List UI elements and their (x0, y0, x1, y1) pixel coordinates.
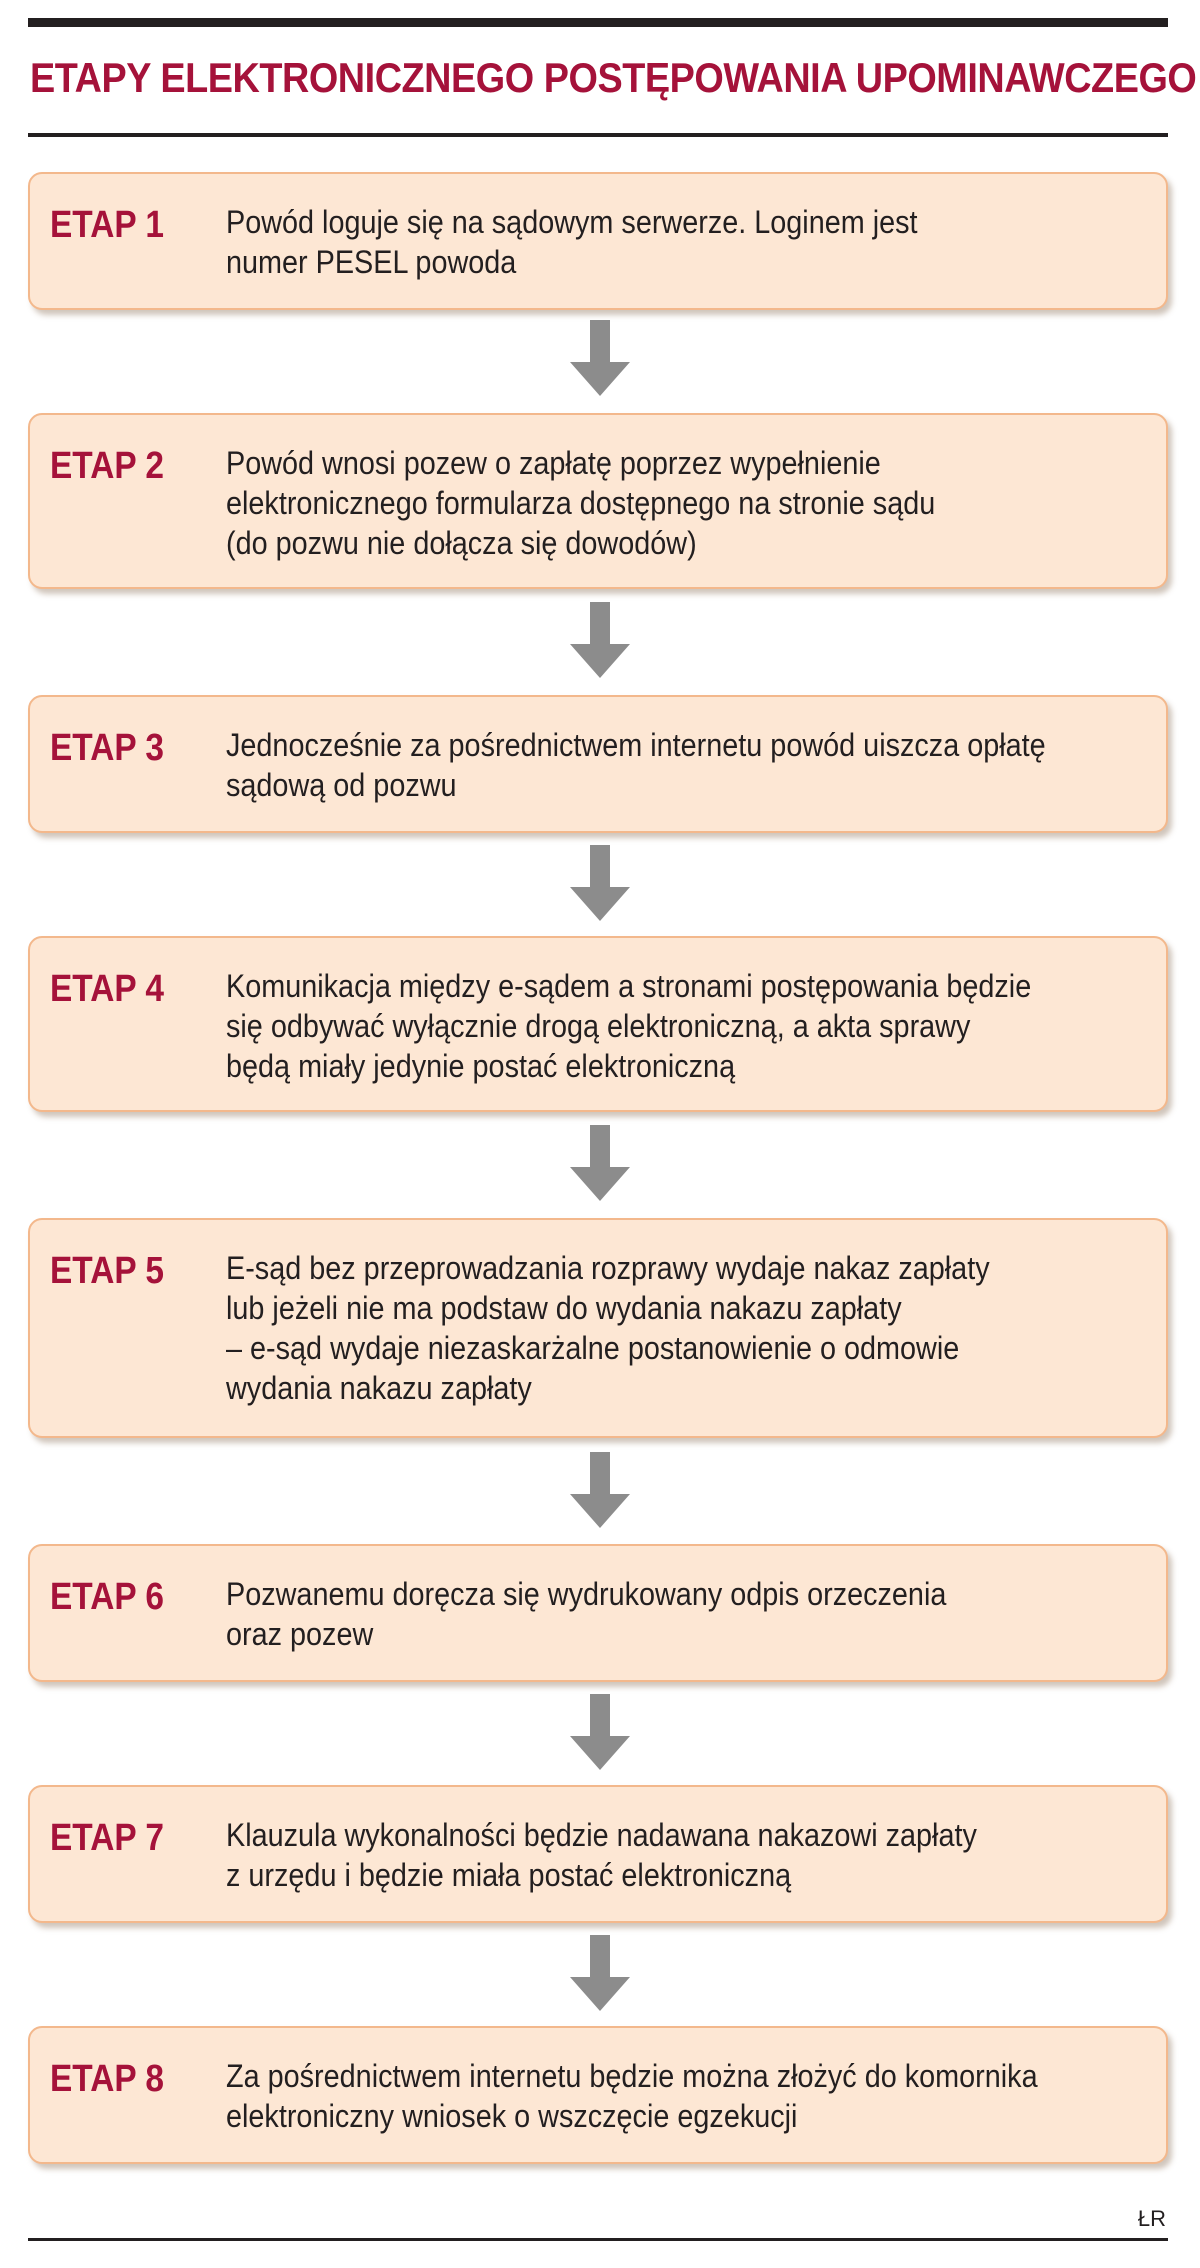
step-box-6 (28, 1544, 1168, 1682)
step-box-8 (28, 2026, 1168, 2164)
step-label: ETAP 1 (50, 204, 164, 246)
down-arrow-icon (568, 1694, 632, 1772)
title-rule (28, 133, 1168, 137)
step-label: ETAP 7 (50, 1817, 164, 1859)
step-text: Powód loguje się na sądowym serwerze. Loginem jest numer PESEL powoda (226, 204, 918, 280)
down-arrow-icon (568, 1452, 632, 1530)
step-text: Klauzula wykonalności będzie nadawana nakazowi zapłaty z urzędu i będzie miała postać elektroniczną (226, 1817, 977, 1893)
down-arrow-icon (568, 1125, 632, 1203)
step-text: Jednocześnie za pośrednictwem internetu powód uiszcza opłatę sądową od pozwu (226, 727, 1046, 803)
top-rule (28, 18, 1168, 27)
step-label: ETAP 6 (50, 1576, 164, 1618)
step-box-3 (28, 695, 1168, 833)
step-box-1 (28, 172, 1168, 310)
step-text: Za pośrednictwem internetu będzie można złożyć do komornika elektroniczny wniosek o wszczęcie egzekucji (226, 2058, 1038, 2134)
credit-initials: ŁR (1137, 2206, 1166, 2231)
down-arrow-icon (568, 602, 632, 680)
step-label: ETAP 2 (50, 445, 164, 487)
bottom-rule (28, 2238, 1168, 2241)
step-text: Komunikacja między e-sądem a stronami postępowania będzie się odbywać wyłącznie drogą elektroniczną, a akta sprawy będą miały jedynie postać elektroniczną (226, 968, 1032, 1084)
step-label: ETAP 5 (50, 1250, 164, 1292)
step-label: ETAP 3 (50, 727, 164, 769)
step-box-2 (28, 413, 1168, 589)
step-box-4 (28, 936, 1168, 1112)
step-text: Powód wnosi pozew o zapłatę poprzez wypełnienie elektronicznego formularza dostępnego na stronie sądu (do pozwu nie dołącza się dowodów) (226, 445, 936, 561)
page-title: ETAPY ELEKTRONICZNEGO POSTĘPOWANIA UPOMINAWCZEGO (30, 54, 1197, 101)
step-box-7 (28, 1785, 1168, 1923)
down-arrow-icon (568, 320, 632, 398)
step-label: ETAP 4 (50, 968, 164, 1010)
step-label: ETAP 8 (50, 2058, 164, 2100)
down-arrow-icon (568, 845, 632, 923)
step-text: E-sąd bez przeprowadzania rozprawy wydaje nakaz zapłaty lub jeżeli nie ma podstaw do wydania nakazu zapłaty – e-sąd wydaje niezaskarżalne postanowienie o odmowie wydania nakazu zapłaty (226, 1250, 990, 1406)
down-arrow-icon (568, 1935, 632, 2013)
step-box-5 (28, 1218, 1168, 1438)
step-text: Pozwanemu doręcza się wydrukowany odpis orzeczenia oraz pozew (226, 1576, 947, 1652)
